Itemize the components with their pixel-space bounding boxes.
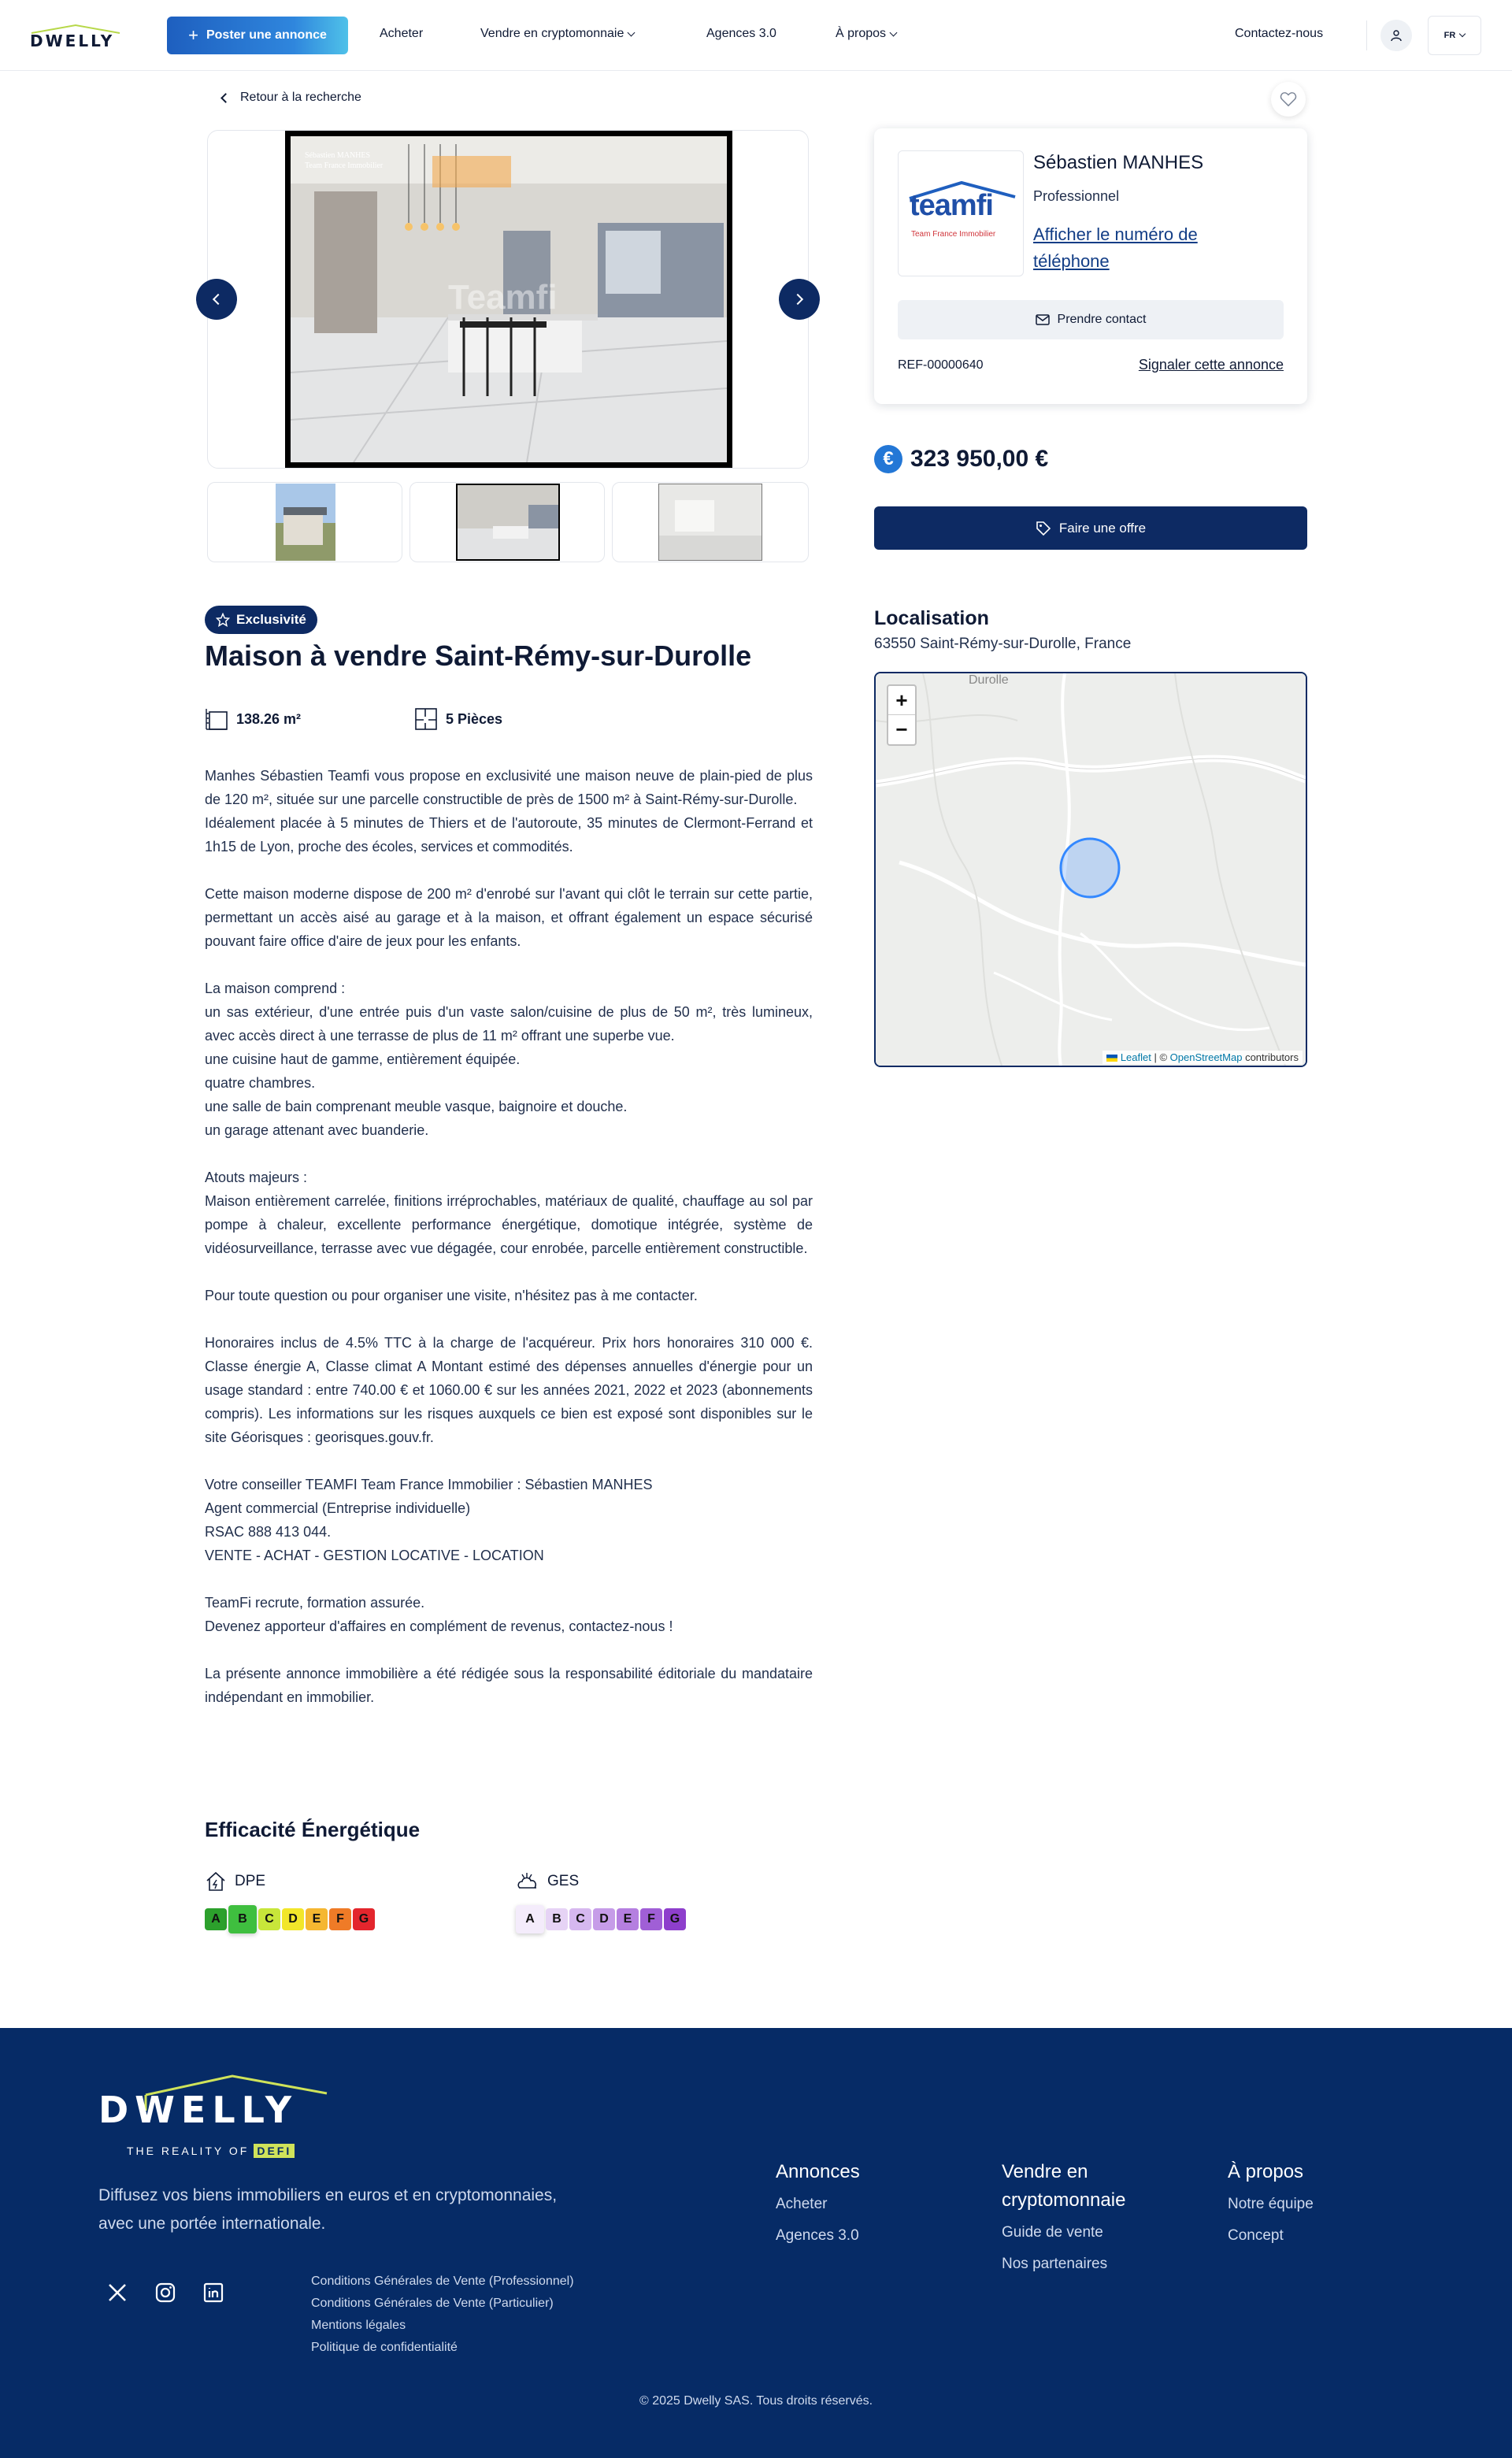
description-paragraph: Atouts majeurs : Maison entièrement carrelée, finitions irréprochables, matériaux de qualité, chauffage au sol par pompe à chaleur, excellente performance énergétique, domotique intégrée, système de vidéosurveillance, terrasse avec vue dégagée, cour enrobée, parcelle entièrement constructible. bbox=[205, 1170, 813, 1256]
chevron-down-icon bbox=[628, 28, 636, 36]
back-to-search-label: Retour à la recherche bbox=[240, 91, 361, 104]
photo-watermark-brand: Teamfi bbox=[448, 278, 558, 317]
listing-price: 323 950,00 € bbox=[910, 446, 1049, 472]
map-attribution bbox=[1102, 1051, 1303, 1064]
exclusive-label: Exclusivité bbox=[236, 612, 306, 627]
location-map[interactable] bbox=[874, 672, 1307, 1067]
surface-feature bbox=[205, 707, 301, 731]
nav-about[interactable] bbox=[836, 27, 896, 41]
attribution-contributors: contributors bbox=[1242, 1051, 1299, 1063]
dpe-scale bbox=[205, 1905, 375, 1933]
make-offer-button[interactable] bbox=[874, 506, 1307, 550]
map-place-label: Durolle bbox=[969, 673, 1009, 687]
rooms-feature bbox=[414, 707, 502, 731]
language-selector[interactable] bbox=[1428, 16, 1481, 55]
energy-title: Efficacité Énergétique bbox=[205, 1818, 421, 1841]
osm-link[interactable]: OpenStreetMap bbox=[1169, 1051, 1243, 1063]
post-listing-button[interactable] bbox=[167, 17, 348, 54]
agency-logo bbox=[898, 150, 1024, 276]
thumbnail-kitchen bbox=[456, 484, 560, 561]
zoom-out-button[interactable]: − bbox=[895, 717, 908, 741]
nav-buy[interactable] bbox=[380, 27, 423, 41]
ruler-area-icon bbox=[205, 707, 228, 731]
dpe-class-g: G bbox=[353, 1908, 375, 1930]
description-paragraph: TeamFi recrute, formation assurée. Devenez apporteur d'affaires en complément de revenus, contactez-nous ! bbox=[205, 1595, 673, 1634]
watermark-line2: Team France Immobilier bbox=[305, 161, 384, 170]
ukraine-flag-icon bbox=[1106, 1055, 1117, 1062]
contact-agent-label: Prendre contact bbox=[1057, 313, 1147, 326]
footer-link-partners[interactable]: Nos partenaires bbox=[1002, 2256, 1108, 2272]
post-listing-label: Poster une annonce bbox=[206, 28, 327, 42]
make-offer-label: Faire une offre bbox=[1058, 520, 1147, 536]
nav-agencies[interactable] bbox=[706, 27, 776, 41]
photo-watermark bbox=[305, 150, 383, 171]
footer-logo[interactable] bbox=[98, 2071, 335, 2166]
dpe-label-text: DPE bbox=[235, 1873, 266, 1889]
instagram-icon[interactable] bbox=[153, 2280, 178, 2305]
euro-icon: € bbox=[874, 445, 902, 473]
chevron-left-icon bbox=[220, 93, 231, 103]
x-twitter-icon[interactable] bbox=[105, 2280, 130, 2305]
gallery-thumbnail-1[interactable] bbox=[207, 482, 402, 562]
rooms-value: 5 Pièces bbox=[446, 710, 503, 727]
footer-link-team[interactable]: Notre équipe bbox=[1228, 2196, 1314, 2212]
description-paragraph: La présente annonce immobilière a été rédigée sous la responsabilité éditoriale du mandataire indépendant en immobilier. bbox=[205, 1666, 813, 1705]
account-button[interactable] bbox=[1380, 20, 1412, 51]
agent-role: Professionnel bbox=[1033, 188, 1120, 204]
ges-class-f: F bbox=[640, 1908, 662, 1930]
dpe-class-f: F bbox=[329, 1908, 351, 1930]
description-paragraph: Manhes Sébastien Teamfi vous propose en exclusivité une maison neuve de plain-pied de plus de 120 m², située sur une parcelle constructible de près de 1500 m² à Saint-Rémy-sur-Durolle. Idéalement placée à 5 minutes de Thiers et de l'autoroute, 35 minutes de Clermont-Ferrand et 1h15 de Lyon, proche des écoles, services et commodités. bbox=[205, 768, 813, 855]
site-footer bbox=[0, 2028, 1512, 2458]
footer-tagline: Diffusez vos biens immobiliers en euros et en cryptomonnaies, avec une portée internationale. bbox=[98, 2186, 558, 2233]
description-paragraph: La maison comprend : un sas extérieur, d'une entrée puis d'un vaste salon/cuisine de plus de 50 m², très lumineux, avec accès direct à une terrasse de plus de 11 m² offrant une superbe vue. une cuisine haut de gamme, entièrement équipée. quatre chambres. une salle de bain comprenant meuble vasque, baignoire et douche. un garage attenant avec buanderie. bbox=[205, 981, 813, 1138]
description-paragraph: Honoraires inclus de 4.5% TTC à la charge de l'acquéreur. Prix hors honoraires 310 000 €. Classe énergie A, Classe climat A Montant estimé des dépenses annuelles d'énergie pour un usage standard : entre 740.00 € et 1060.00 € sur les années 2021, 2022 et 2023 (abonnements compris). Les informations sur les risques auxquels ce bien est exposé sont disponibles sur le site Géorisques : georisques.gouv.fr. bbox=[205, 1335, 813, 1445]
location-title: Localisation bbox=[874, 607, 989, 629]
nav-about-label: À propos bbox=[836, 27, 887, 40]
footer-link-sale-guide[interactable]: Guide de vente bbox=[1002, 2224, 1103, 2241]
nav-agencies-label: Agences 3.0 bbox=[706, 27, 776, 40]
gallery-thumbnail-2[interactable] bbox=[410, 482, 605, 562]
map-zoom-controls bbox=[887, 684, 917, 746]
envelope-icon bbox=[1036, 314, 1050, 325]
privacy-policy-link[interactable]: Politique de confidentialité bbox=[311, 2341, 458, 2354]
gallery-thumbnail-3[interactable] bbox=[612, 482, 809, 562]
agency-logo-sub: Team France Immobilier bbox=[911, 230, 996, 239]
description-paragraph: Pour toute question ou pour organiser une visite, n'hésitez pas à me contacter. bbox=[205, 1288, 698, 1303]
listing-description bbox=[205, 764, 813, 1733]
house-energy-icon bbox=[205, 1870, 227, 1893]
location-address: 63550 Saint-Rémy-sur-Durolle, France bbox=[874, 636, 1132, 652]
ges-scale bbox=[516, 1905, 686, 1933]
favorite-button[interactable] bbox=[1271, 82, 1306, 117]
dwelly-logo[interactable] bbox=[30, 24, 121, 50]
linkedin-icon[interactable] bbox=[201, 2280, 226, 2305]
logo-text: DWELLY bbox=[30, 32, 115, 50]
legal-notice-link[interactable]: Mentions légales bbox=[311, 2319, 406, 2332]
header-divider bbox=[1366, 20, 1367, 50]
thumbnail-living bbox=[658, 484, 762, 561]
dpe-class-e: E bbox=[306, 1908, 328, 1930]
description-paragraph: Cette maison moderne dispose de 200 m² d'enrobé sur l'avant qui clôt le terrain sur cette partie, permettant un accès aisé au garage et à la maison, et offrant également un espace sécurisé pouvant faire office d'aire de jeux pour les enfants. bbox=[205, 886, 813, 949]
plus-icon: + bbox=[188, 25, 198, 45]
footer-col-annonces-title: Annonces bbox=[776, 2161, 860, 2182]
agent-name: Sébastien MANHES bbox=[1033, 152, 1204, 173]
ges-label bbox=[516, 1870, 579, 1893]
footer-logo-sub: THE REALITY OF bbox=[127, 2145, 250, 2157]
zoom-in-button[interactable]: + bbox=[888, 686, 915, 715]
cgv-particulier-link[interactable]: Conditions Générales de Vente (Particulier) bbox=[311, 2297, 554, 2310]
heart-icon bbox=[1280, 91, 1297, 107]
chevron-down-icon bbox=[1459, 31, 1466, 37]
footer-link-buy[interactable]: Acheter bbox=[776, 2196, 828, 2212]
chevron-left-icon bbox=[213, 294, 224, 305]
surface-value: 138.26 m² bbox=[236, 710, 302, 727]
star-icon bbox=[216, 613, 230, 627]
footer-col-sell-title: Vendre en cryptomonnaie bbox=[1002, 2161, 1126, 2211]
dpe-class-c: C bbox=[258, 1908, 280, 1930]
footer-col-about-title: À propos bbox=[1228, 2161, 1304, 2182]
footer-link-concept[interactable]: Concept bbox=[1228, 2227, 1284, 2244]
ges-class-a: A bbox=[516, 1905, 544, 1933]
site-header bbox=[0, 0, 1512, 71]
thumbnail-exterior bbox=[276, 484, 335, 561]
contact-agent-button[interactable] bbox=[898, 300, 1284, 339]
dpe-class-d: D bbox=[282, 1908, 304, 1930]
nav-sell-crypto-label: Vendre en cryptomonnaie bbox=[480, 27, 624, 40]
description-paragraph: Votre conseiller TEAMFI Team France Immobilier : Sébastien MANHES Agent commercial (Entreprise individuelle) RSAC 888 413 044. VENTE - ACHAT - GESTION LOCATIVE - LOCATION bbox=[205, 1477, 653, 1563]
main-photo[interactable] bbox=[285, 131, 732, 468]
photo-gallery bbox=[207, 130, 809, 469]
cloud-emission-icon bbox=[516, 1870, 539, 1893]
footer-logo-subline bbox=[127, 2144, 295, 2158]
footer-logo-badge: DEFI bbox=[254, 2144, 295, 2158]
ges-class-e: E bbox=[617, 1908, 639, 1930]
agent-card bbox=[874, 128, 1307, 404]
listing-reference: REF-00000640 bbox=[898, 358, 984, 372]
nav-sell-crypto[interactable] bbox=[480, 27, 634, 41]
gallery-prev-button[interactable] bbox=[196, 279, 237, 320]
cgv-pro-link[interactable]: Conditions Générales de Vente (Professionnel) bbox=[311, 2274, 574, 2288]
chevron-right-icon bbox=[792, 294, 803, 305]
exclusive-badge bbox=[205, 606, 317, 634]
map-tiles bbox=[876, 673, 1306, 1066]
footer-link-agencies[interactable]: Agences 3.0 bbox=[776, 2227, 859, 2244]
floorplan-icon bbox=[414, 707, 438, 731]
ges-class-g: G bbox=[664, 1908, 686, 1930]
dpe-class-a: A bbox=[205, 1908, 227, 1930]
footer-logo-text: DWELLY bbox=[98, 2089, 298, 2131]
legal-links bbox=[311, 2271, 574, 2359]
show-phone-link[interactable]: Afficher le numéro de téléphone bbox=[1033, 224, 1198, 271]
ges-class-c: C bbox=[569, 1908, 591, 1930]
ges-class-b: B bbox=[546, 1908, 568, 1930]
watermark-line1: Sébastien MANHES bbox=[305, 151, 371, 160]
chevron-down-icon bbox=[890, 28, 898, 36]
back-to-search-link[interactable] bbox=[222, 91, 361, 105]
report-listing-link[interactable]: Signaler cette annonce bbox=[1138, 357, 1284, 373]
listing-title: Maison à vendre Saint-Rémy-sur-Durolle bbox=[205, 640, 752, 672]
language-label: FR bbox=[1443, 31, 1456, 40]
dpe-label bbox=[205, 1870, 265, 1893]
ges-label-text: GES bbox=[547, 1873, 580, 1889]
agency-logo-brand: teamfi bbox=[910, 189, 993, 222]
tag-icon bbox=[1036, 521, 1051, 536]
contact-link[interactable]: Contactez-nous bbox=[1235, 27, 1324, 40]
ges-class-d: D bbox=[593, 1908, 615, 1930]
dpe-class-b: B bbox=[228, 1905, 257, 1933]
price-row bbox=[874, 445, 1048, 473]
gallery-next-button[interactable] bbox=[779, 279, 820, 320]
leaflet-link[interactable]: Leaflet bbox=[1120, 1051, 1151, 1063]
user-icon bbox=[1390, 29, 1403, 42]
copyright: © 2025 Dwelly SAS. Tous droits réservés. bbox=[639, 2394, 873, 2408]
nav-buy-label: Acheter bbox=[380, 27, 424, 40]
attribution-separator: | © bbox=[1151, 1051, 1170, 1063]
